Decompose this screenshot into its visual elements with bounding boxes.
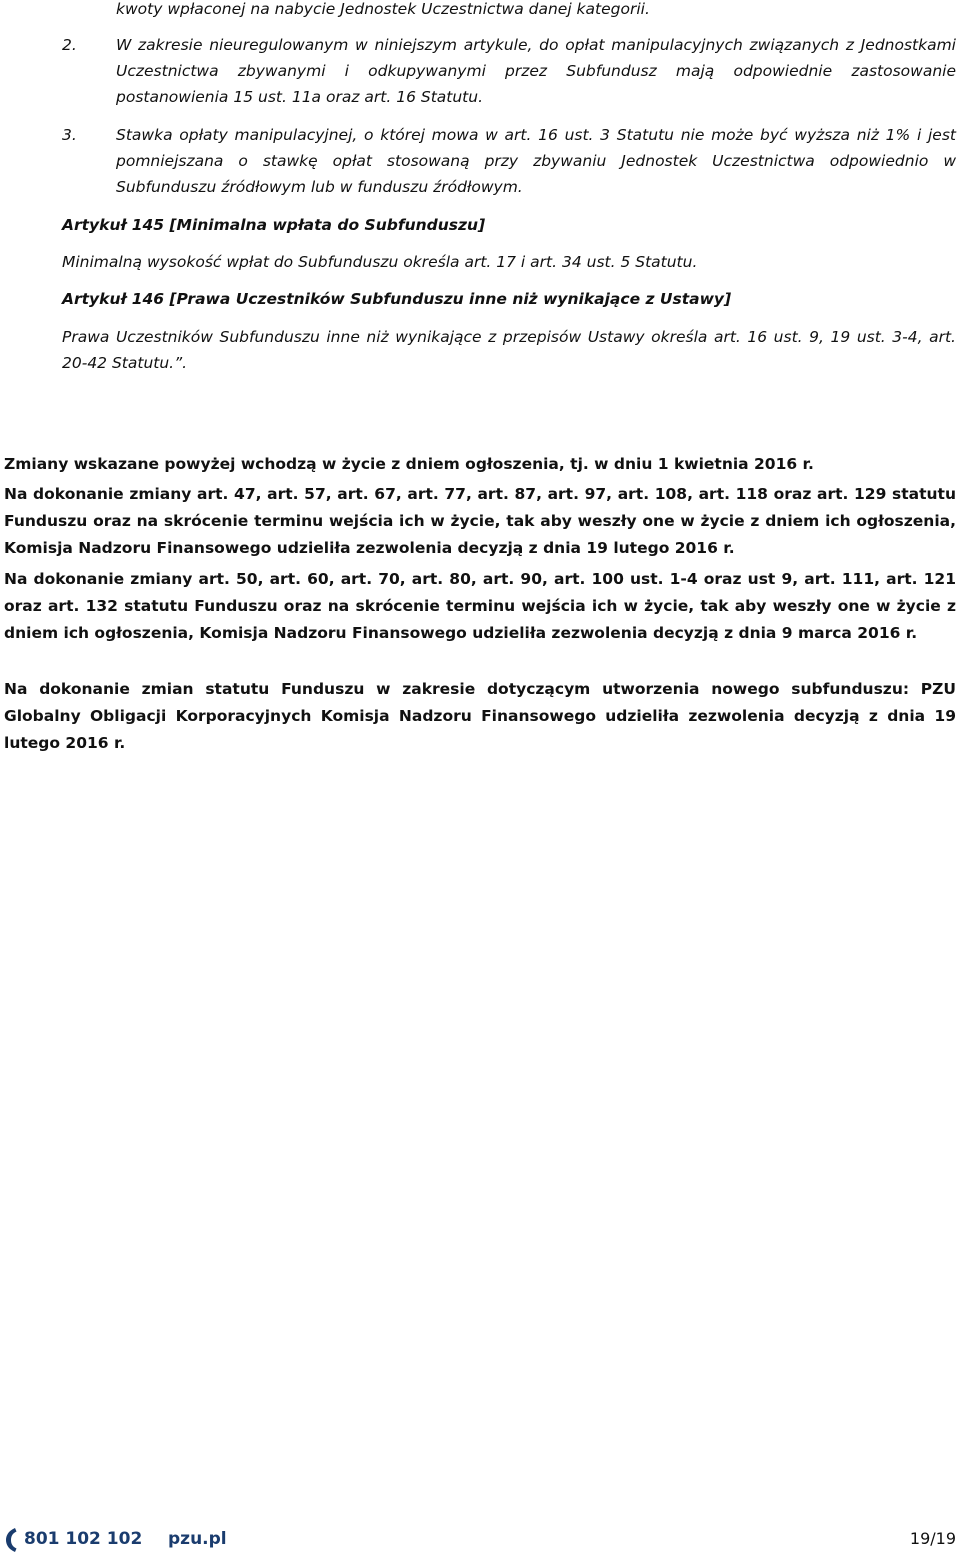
- intro-line: kwoty wpłaconej na nabycie Jednostek Uczestnictwa danej kategorii.: [116, 0, 650, 18]
- article-text: Prawa Uczestników Subfunduszu inne niż wynikające z przepisów Ustawy określa art. 16 ust. 9, 19 ust. 3-4, art. 20-42 Statutu.”.: [62, 328, 956, 372]
- note-paragraph: Na dokonanie zmian statutu Funduszu w zakresie dotyczącym utworzenia nowego subfunduszu: PZU Globalny Obligacji Korporacyjnych Komisja Nadzoru Finansowego udzieliła zezwolenia decyzją z dnia 19 lutego 2016 r.: [4, 680, 956, 752]
- note-paragraph: Zmiany wskazane powyżej wchodzą w życie z dniem ogłoszenia, tj. w dniu 1 kwietnia 2016 r.: [4, 455, 814, 473]
- note-paragraph: Na dokonanie zmiany art. 47, art. 57, art. 67, art. 77, art. 87, art. 97, art. 108, art. 118 oraz art. 129 statutu Funduszu oraz na skrócenie terminu wejścia ich w życie, tak aby weszły one w życie z dniem ich ogłoszenia, Komisja Nadzoru Finansowego udzieliła zezwolenia decyzją z dnia 19 lutego 2016 r.: [4, 485, 956, 557]
- phone-icon: [4, 1527, 18, 1553]
- item-number: 2.: [62, 36, 77, 54]
- article-heading: Artykuł 146 [Prawa Uczestników Subfunduszu inne niż wynikające z Ustawy]: [62, 290, 732, 308]
- article-heading: Artykuł 145 [Minimalna wpłata do Subfunduszu]: [62, 216, 486, 234]
- page-footer: [0, 1522, 960, 1555]
- phone-number: 801 102 102: [24, 1529, 143, 1549]
- item-number: 3.: [62, 126, 77, 144]
- item-text: Stawka opłaty manipulacyjnej, o której mowa w art. 16 ust. 3 Statutu nie może być wyższa niż 1% i jest pomniejszana o stawkę opłat stosowaną przy zbywaniu Jednostek Uczestnictwa odpowiednio w Subfunduszu źródłowym lub w funduszu źródłowym.: [116, 126, 956, 196]
- website-link[interactable]: pzu.pl: [168, 1529, 227, 1549]
- article-text: Minimalną wysokość wpłat do Subfunduszu określa art. 17 i art. 34 ust. 5 Statutu.: [62, 253, 698, 271]
- note-paragraph: Na dokonanie zmiany art. 50, art. 60, art. 70, art. 80, art. 90, art. 100 ust. 1-4 oraz ust 9, art. 111, art. 121 oraz art. 132 statutu Funduszu oraz na skrócenie terminu wejścia ich w życie, tak aby weszły one w życie z dniem ich ogłoszenia, Komisja Nadzoru Finansowego udzieliła zezwolenia decyzją z dnia 9 marca 2016 r.: [4, 570, 956, 642]
- page-number: 19/19: [909, 1529, 956, 1548]
- item-text: W zakresie nieuregulowanym w niniejszym artykule, do opłat manipulacyjnych związanych z Jednostkami Uczestnictwa zbywanymi i odkupywanymi przez Subfundusz mają odpowiednie zastosowanie postanowienia 15 ust. 11a oraz art. 16 Statutu.: [116, 36, 956, 106]
